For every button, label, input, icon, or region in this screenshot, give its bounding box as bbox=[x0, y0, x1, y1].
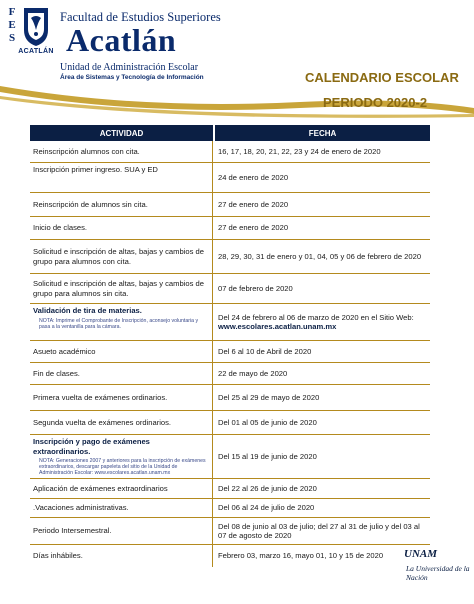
table-row bbox=[30, 363, 430, 385]
date-cell: 24 de enero de 2020 bbox=[218, 172, 289, 182]
calendar-table bbox=[30, 125, 430, 567]
acatlan-small-label: ACATLÁN bbox=[18, 48, 54, 55]
activity-cell: Días inhábiles. bbox=[30, 545, 213, 567]
activity-title: Validación de tira de materias. bbox=[33, 306, 142, 315]
activity-note: NOTA: Generaciones 2007 y anteriores para la inscripción de exámenes extraordinarios, descargar papeleta del sitio de la Unidad de Administración Escolar: www.escolares.acatlan.unam.mx bbox=[39, 458, 206, 477]
header-date: FECHA bbox=[213, 125, 430, 141]
date-cell: Del 01 al 05 de junio de 2020 bbox=[218, 417, 317, 427]
table-row bbox=[30, 341, 430, 363]
table-row bbox=[30, 435, 430, 479]
fes-acatlan-logo bbox=[6, 4, 221, 82]
unam-logo bbox=[404, 548, 470, 594]
date-cell: 07 de febrero de 2020 bbox=[218, 283, 293, 293]
table-row bbox=[30, 545, 430, 567]
activity-cell: Periodo Intersemestral. bbox=[30, 518, 213, 544]
website-link[interactable]: www.escolares.acatlan.unam.mx bbox=[218, 322, 337, 331]
activity-cell bbox=[30, 435, 213, 478]
unit-name: Unidad de Administración Escolar bbox=[60, 62, 199, 73]
activity-cell: Aplicación de exámenes extraordinarios bbox=[30, 479, 213, 498]
date-cell: 27 de enero de 2020 bbox=[218, 223, 289, 233]
calendar-title: CALENDARIO ESCOLAR bbox=[305, 70, 459, 85]
table-row bbox=[30, 217, 430, 240]
fes-vertical-text: F E S bbox=[8, 6, 16, 44]
activity-cell: Fin de clases. bbox=[30, 363, 213, 384]
activity-cell: Primera vuelta de exámenes ordinarios. bbox=[30, 385, 213, 410]
period-title: PERIODO 2020-2 bbox=[323, 95, 428, 110]
activity-cell: Asueto académico bbox=[30, 341, 213, 362]
date-cell: 16, 17, 18, 20, 21, 22, 23 y 24 de enero de 2020 bbox=[218, 146, 381, 156]
table-row bbox=[30, 141, 430, 163]
activity-cell bbox=[30, 304, 213, 340]
activity-cell: Segunda vuelta de exámenes ordinarios. bbox=[30, 411, 213, 434]
activity-cell: Reinscripción alumnos con cita. bbox=[30, 141, 213, 162]
date-cell: Del 06 al 24 de julio de 2020 bbox=[218, 503, 315, 513]
faculty-name: Facultad de Estudios Superiores bbox=[60, 10, 221, 24]
unam-crest-icon bbox=[18, 4, 54, 48]
unam-slogan: La Universidad de la Nación bbox=[406, 564, 470, 582]
date-cell bbox=[213, 304, 430, 340]
table-row bbox=[30, 304, 430, 341]
activity-note: NOTA: Imprime el Comprobante de Inscripción, aconsejo voluntaria y pasa a la ventanilla para la cámara. bbox=[39, 317, 199, 330]
table-row bbox=[30, 499, 430, 518]
activity-cell: Inicio de clases. bbox=[30, 217, 213, 239]
date-cell: Del 25 al 29 de mayo de 2020 bbox=[218, 392, 320, 402]
date-cell: Del 15 al 19 de junio de 2020 bbox=[218, 451, 317, 461]
date-cell: 28, 29, 30, 31 de enero y 01, 04, 05 y 06 de febrero de 2020 bbox=[218, 251, 422, 261]
table-row bbox=[30, 163, 430, 193]
date-cell: 22 de mayo de 2020 bbox=[218, 368, 288, 378]
table-row bbox=[30, 411, 430, 435]
table-row bbox=[30, 193, 430, 217]
activity-cell: Inscripción primer ingreso. SUA y ED bbox=[30, 163, 213, 192]
activity-title: Inscripción y pago de exámenes extraordinarios. bbox=[33, 437, 150, 456]
table-header bbox=[30, 125, 430, 141]
date-cell: 27 de enero de 2020 bbox=[218, 199, 289, 209]
table-row bbox=[30, 385, 430, 411]
date-cell: Del 08 de junio al 03 de julio; del 27 al 31 de julio y del 03 al 07 de agosto de 2020 bbox=[218, 521, 420, 540]
date-cell: Del 22 al 26 de junio de 2020 bbox=[218, 483, 317, 493]
date-text: Del 24 de febrero al 06 de marzo de 2020 en el Sitio Web: bbox=[218, 312, 414, 322]
area-name: Área de Sistemas y Tecnología de Información bbox=[60, 74, 204, 81]
table-row bbox=[30, 274, 430, 304]
table-row bbox=[30, 479, 430, 499]
unam-text: UNAM bbox=[404, 548, 438, 560]
table-row bbox=[30, 518, 430, 545]
date-cell: Febrero 03, marzo 16, mayo 01, 10 y 15 de 2020 bbox=[218, 551, 384, 561]
activity-cell: Solicitud e inscripción de altas, bajas y cambios de grupo para alumnos con cita. bbox=[30, 240, 213, 273]
campus-name: Acatlán bbox=[66, 22, 177, 58]
activity-cell: Solicitud e inscripción de altas, bajas y cambios de grupo para alumnos sin cita. bbox=[30, 274, 213, 303]
date-cell: Del 6 al 10 de Abril de 2020 bbox=[218, 346, 312, 356]
header-activity: ACTIVIDAD bbox=[99, 128, 144, 138]
table-row bbox=[30, 240, 430, 274]
activity-cell: .Vacaciones administrativas. bbox=[30, 499, 213, 517]
activity-cell: Reinscripción de alumnos sin cita. bbox=[30, 193, 213, 216]
